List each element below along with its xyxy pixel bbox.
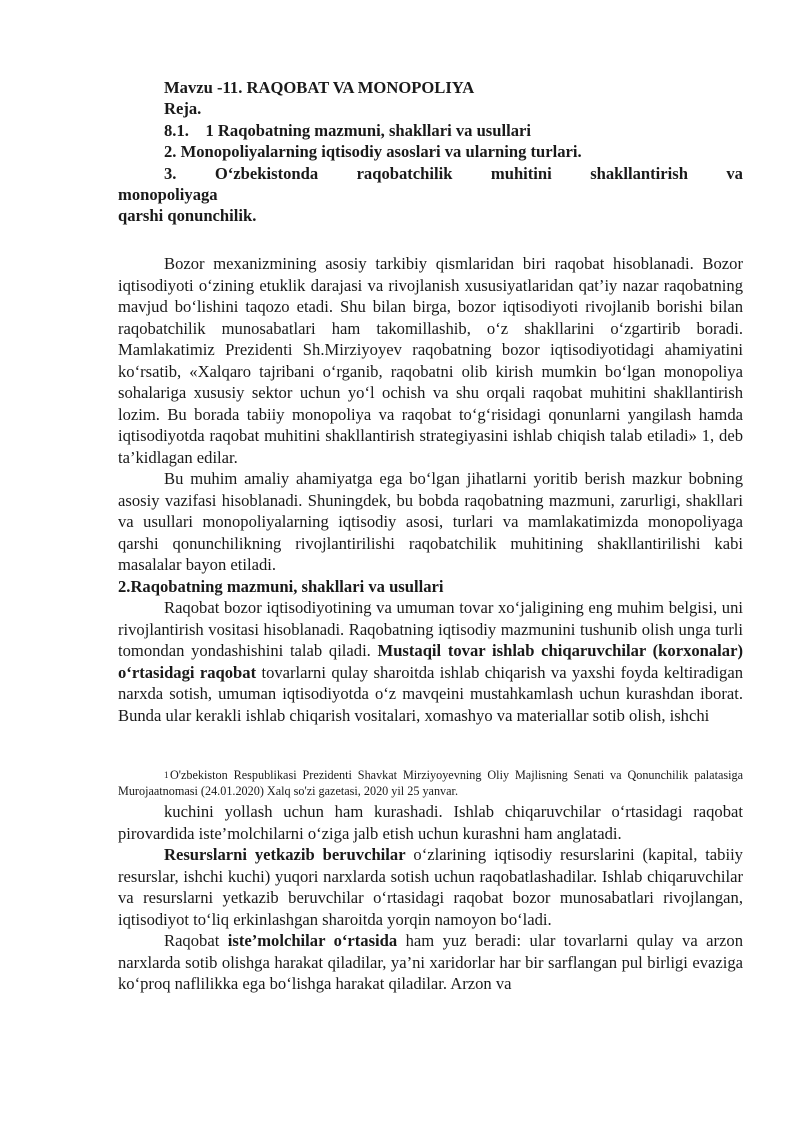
paragraph-producers-continued: kuchini yollash uchun ham kurashadi. Ishlab chiqaruvchilar o‘rtasidagi raqobat pirovardida iste’molchilarni o‘ziga jalb etish uchun kurashni ham anglatadi. — [118, 802, 743, 843]
paragraph-purpose: Bu muhim amaliy ahamiyatga ega bo‘lgan jihatlarni yoritib berish mazkur bobning asosiy vazifasi hisoblanadi. Shuningdek, bu bobda raqobatning mazmuni, zarurligi, shakllari va usullari monopoliyalarning iqtisodiy asosi, turlari va mamlakatimizda monopoliyaga qarshi qonunchilikning rivojlantirilishi raqobatchilik muhitining shakllantirilishi kabi masalalar bayon etiladi. — [118, 469, 743, 574]
footnote-mark: 1 — [164, 770, 169, 780]
paragraph-text: ham yuz beradi: ular tovarlarni qulay va arzon narxlarda sotib olishga harakat qiladilar, ya’ni xaridorlar har bir sarflangan pul birligi evaziga ko‘proq naflilikka ega bo‘lishga harakat qiladilar. Arzon va — [118, 931, 743, 993]
footnote-text: O'zbekiston Respublikasi Prezidenti Shavkat Mirziyoyevning Oliy Majlisning Senati va Qonunchilik palatasiga Murojaatnomasi (24.01.2020) Xalq so'zi gazetasi, 2020 yil 25 yanvar. — [118, 768, 743, 798]
footnote — [118, 767, 743, 799]
plan-item-3-word: O‘zbekistonda — [214, 163, 319, 183]
paragraph-competition-definition — [118, 597, 743, 726]
plan-item-3-word: 3. — [164, 163, 177, 183]
plan-item-3-word: raqobatchilik — [356, 163, 453, 183]
paragraph-resource-suppliers — [118, 844, 743, 930]
paragraph-text: o‘zlarining iqtisodiy resurslarini (kapital, tabiiy resurslar, ishchi kuchi) yuqori narxlarda sotish uchun raqobatlashadilar. Ishlab chiqaruvchilar va resurslarni yetkazib beruvchilar o‘rtasidagi raqobat bozor munosabatlari rivojlangan, iqtisodiyot to‘liq erkinlashgan sharoitda yorqin namoyon bo‘ladi. — [118, 845, 743, 929]
section-heading: 2.Raqobatning mazmuni, shakllari va usullari — [118, 576, 444, 596]
body-text-lower — [118, 801, 743, 995]
plan-item-3-word: va — [726, 163, 743, 183]
paragraph-consumers — [118, 930, 743, 995]
plan-item-2: 2. Monopoliyalarning iqtisodiy asoslari va ularning turlari. — [164, 142, 582, 162]
plan-item-3-line-3: qarshi qonunchilik. — [118, 206, 257, 226]
topic-title: Mavzu -11. RAQOBAT VA MONOPOLIYA — [164, 78, 475, 97]
bold-term-producers: Mustaqil tovar ishlab chiqaruvchilar (korxonalar) o‘rtasidagi raqobat — [118, 641, 743, 682]
plan-item-3-word: muhitini — [490, 163, 552, 183]
paragraph-text: Raqobat — [164, 931, 228, 950]
document-header — [118, 77, 743, 227]
paragraph-text: Raqobat bozor iqtisodiyotining va umuman tovar xo‘jaligining eng muhim belgisi, uni rivojlantirish vositasi hisoblanadi. Raqobatning iqtisodiy mazmunini tushunib olish unga turli tomondan yondashishini talab qiladi. — [118, 598, 743, 660]
paragraph-text: tovarlarni qulay sharoitda ishlab chiqarish va yaxshi foyda keltiradigan narxda sotish, umuman iqtisodiyotda o‘z mavqeini mustahkamlash uchun kurashdan iborat. Bunda ular kerakli ishlab chiqarish vositalari, xomashyo va materiallar sotib olish, ishchi — [118, 662, 743, 725]
plan-item-1: 8.1. 1 Raqobatning mazmuni, shakllari va usullari — [164, 120, 531, 140]
bold-term-consumers: iste’molchilar o‘rtasida — [227, 931, 398, 950]
paragraph-intro: Bozor mexanizmining asosiy tarkibiy qismlaridan biri raqobat hisoblanadi. Bozor iqtisodiyoti o‘zining etuklik darajasi va rivojlanish xususiyatlaridan qat’iy nazar raqobatning mavjud bo‘lishini taqozo etadi. Shu bilan birga, bozor iqtisodiyoti rivojlanib borishi bilan raqobatchilik munosabatlari ham takomillashib, o‘z shakllarini o‘zgartirib boradi. Mamlakatimiz Prezidenti Sh.Mirziyoyev raqobatning bozor iqtisodiyotidagi ahamiyatini ko‘rsatib, «Xalqaro tajribani o‘rganib, raqobatni olib kirish mumkin bo‘lgan monopoliya sohalariga xususiy sektor uchun yo‘l ochish va shu orqali raqobat muhitini shakllantirish lozim. Bu borada tabiiy monopoliya va raqobat to‘g‘risidagi qonunlarni yangilash hamda iqtisodiyotda raqobat muhitini shakllantirish strategiyasini ishlab chiqish talab etiladi» 1, deb ta’kidlagan edilar. — [118, 254, 743, 467]
plan-item-3-line-2: monopoliyaga — [118, 185, 218, 205]
plan-label: Reja. — [164, 99, 202, 119]
body-text-upper — [118, 253, 743, 726]
plan-item-3-word: shakllantirish — [590, 163, 688, 183]
plan-item-3 — [118, 163, 743, 184]
bold-term-suppliers: Resurslarni yetkazib beruvchilar — [164, 845, 406, 864]
